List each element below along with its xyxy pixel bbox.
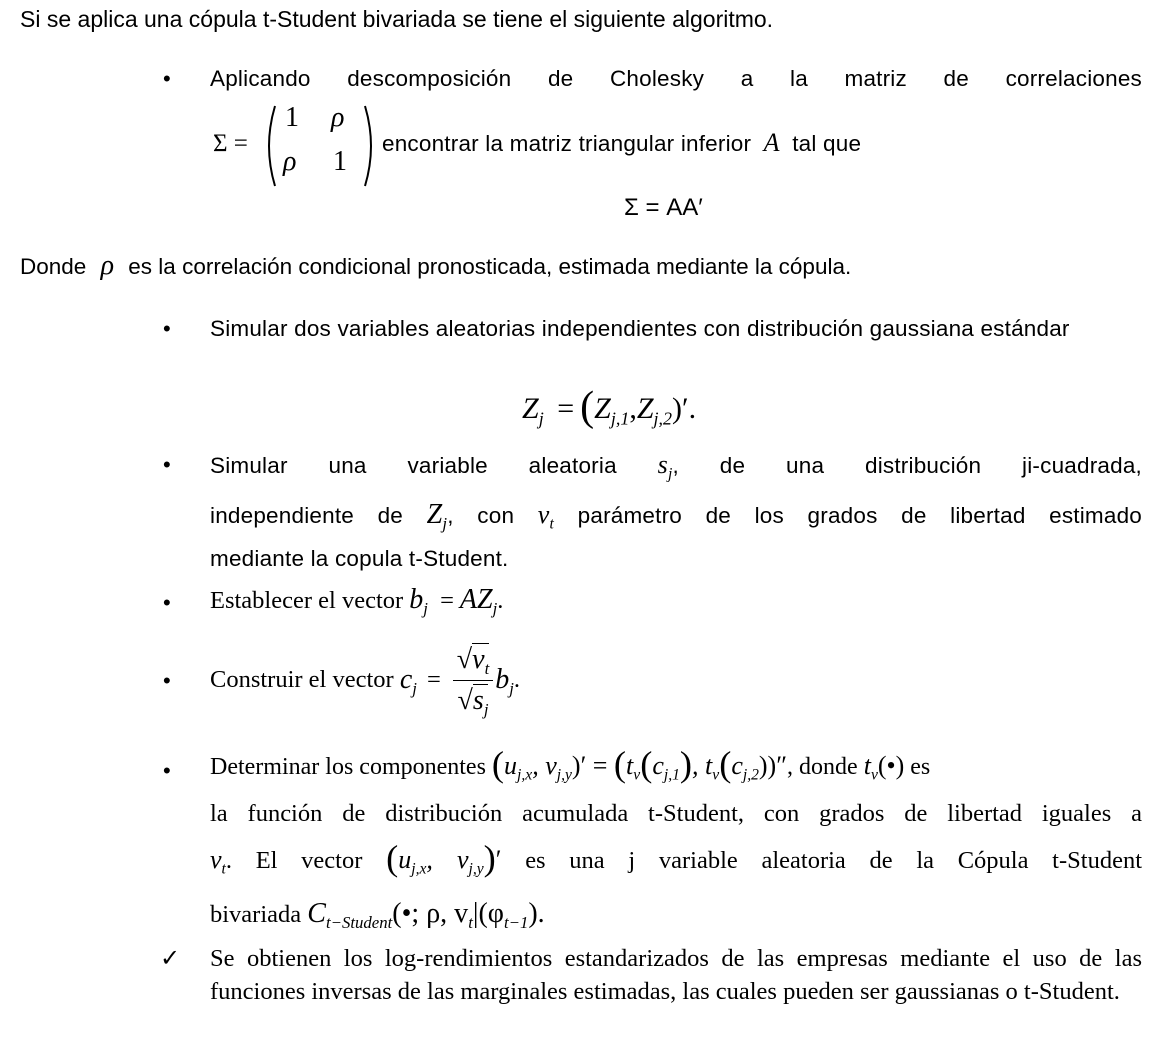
step6-t2: , donde — [787, 754, 858, 780]
step3-line2 — [210, 498, 1142, 533]
step1-line1: Aplicando descomposición de Cholesky a la matriz de correlaciones — [210, 66, 1142, 91]
var-s: s — [657, 450, 668, 479]
rho-symbol: ρ — [100, 250, 115, 281]
step6-line4a: bivariada — [210, 901, 302, 928]
var-vjy: v — [545, 751, 557, 780]
bullet-1: • — [163, 66, 171, 91]
phi-open: |(φ — [472, 898, 504, 929]
eq-Z: Z — [522, 392, 539, 425]
frac-den-s: s — [472, 684, 484, 716]
step5-line — [210, 630, 520, 730]
fraction: $\frac{√v_t}{√s_j}$ — [453, 642, 493, 719]
phi-sub: t−1 — [503, 912, 529, 932]
step3-t2: , de una distribución ji-cuadrada, — [672, 453, 1142, 478]
donde-paragraph — [20, 250, 851, 282]
eq-comma: , — [629, 392, 637, 425]
final-text: Se obtienen los log-rendimientos estandarizados de las empresas mediante el uso de las funciones inversas de las marginales estimadas, las cuales pueden ser gaussianas o t-Student. — [210, 945, 1142, 1005]
step6-line4 — [210, 896, 1142, 933]
step4-line — [210, 582, 1142, 619]
var-c1-sub: j,1 — [663, 766, 680, 784]
step6-line1: Determinar los componentes ($u_{j,x}$, $v_{j,y})' = (t_v(c_{j,1})$, $t_v(c_{j,2}))''$, donde $t_v(•)$ es — [210, 743, 931, 784]
frac-b-sub: j — [509, 678, 514, 698]
step4-equals: = — [440, 587, 454, 614]
var-Z-sub: j — [442, 513, 448, 533]
step4-end: . — [497, 587, 504, 614]
step6-line3a: . El vector — [225, 847, 363, 874]
eq-Z2-sub: j,2 — [653, 408, 673, 429]
t-func-3-sub: v — [870, 766, 878, 784]
var-c2-sub: j,2 — [742, 766, 759, 784]
frac-num-v: v — [472, 643, 485, 675]
step1-text3: tal que — [792, 131, 862, 156]
eq-Z1: Z — [594, 392, 611, 425]
check-icon: ✓ — [160, 945, 181, 972]
var-b: b — [409, 584, 424, 615]
bullet-4: • — [163, 590, 171, 615]
var-vt: v — [210, 845, 222, 874]
var-v: v — [537, 500, 550, 529]
donde-post: es la correlación condicional pronosticada, estimada mediante la cópula. — [128, 254, 852, 279]
t-func-1-sub: v — [633, 766, 641, 784]
bullet-3: • — [163, 452, 171, 477]
bullet-5: • — [163, 668, 171, 693]
step3-t4: , con — [447, 503, 515, 528]
t-func-3: t — [863, 751, 871, 780]
step4-text: Establecer el vector — [210, 587, 404, 614]
step6-line3b: es una j variable aleatoria de la Cópula t-Student — [525, 847, 1143, 874]
var-v-2: v — [456, 845, 469, 874]
var-v-2-sub: j,y — [468, 860, 484, 878]
eq-Z2: Z — [636, 392, 654, 425]
var-vt-sub: t — [221, 860, 226, 878]
var-u-sub: j,x — [517, 766, 533, 784]
eq-equals: = — [557, 392, 575, 425]
var-c: c — [399, 664, 413, 695]
matrix-a21: ρ — [283, 146, 297, 177]
eq-open: ( — [580, 384, 595, 431]
frac-b: b — [495, 664, 510, 695]
var-s-sub: j — [667, 465, 673, 483]
equation-Zj — [522, 384, 697, 431]
step6-line2: la función de distribución acumulada t-Student, con grados de libertad iguales a — [210, 800, 1142, 827]
matrix-a22: 1 — [333, 146, 347, 177]
var-AZ-sub: j — [492, 598, 498, 618]
var-b-sub: j — [423, 598, 428, 618]
matrix-a12: ρ — [331, 102, 345, 133]
eq-close: )′. — [672, 392, 697, 425]
var-c1: c — [652, 751, 664, 780]
eq-Z1-sub: j,1 — [610, 408, 630, 429]
var-c-sub: j — [412, 678, 417, 698]
var-Z: Z — [426, 499, 443, 530]
var-C-sub: t−Student — [325, 912, 393, 932]
bullet-6: • — [163, 758, 171, 783]
donde-pre: Donde — [20, 254, 87, 279]
t-func-2: t — [705, 751, 713, 780]
step5-end: . — [513, 666, 521, 693]
var-A: A — [763, 128, 780, 157]
step6-end: ). — [528, 898, 545, 929]
t-func-2-sub: v — [712, 766, 720, 784]
step3-line3: mediante la copula t-Student. — [210, 546, 509, 571]
var-u-2-sub: j,x — [411, 860, 427, 878]
step1-text2: encontrar la matriz triangular inferior — [382, 131, 752, 156]
t-func-1: t — [626, 751, 634, 780]
step6-close: ))″ — [758, 751, 788, 780]
var-v-sub: t — [549, 515, 555, 533]
bullet-2: • — [163, 316, 171, 341]
var-vjy-sub: j,y — [556, 766, 572, 784]
step5-equals: = — [426, 666, 441, 693]
step6-equals: )′ = — [571, 751, 608, 780]
correlation-matrix — [213, 102, 383, 190]
step5-text: Construir el vector — [210, 666, 394, 693]
equation-sigma: Σ = AA′ — [624, 194, 703, 221]
var-u: u — [504, 751, 518, 780]
eq-Z-sub: j — [538, 408, 544, 429]
step6-t3: es — [910, 754, 931, 780]
step3-line1 — [210, 448, 1142, 483]
step3-t3: independiente de — [210, 503, 403, 528]
step6-t1: Determinar los componentes — [210, 754, 486, 780]
var-C: C — [307, 898, 326, 929]
step2-text: Simular dos variables aleatorias independientes con distribución gaussiana estándar — [210, 316, 1070, 341]
step6-line3: $v_t$. El vector ($u_{j,x}$, $v_{j,y})'$ es una j variable aleatoria de la Cópula t-Student — [210, 837, 1143, 878]
frac-num-sub: t — [484, 658, 490, 678]
bullet-arg: (•) — [877, 751, 905, 780]
step3-t5: parámetro de los grados de libertad estimado — [577, 503, 1143, 528]
frac-den-sub: j — [483, 699, 489, 719]
matrix-a11: 1 — [285, 102, 299, 133]
var-u-2: u — [398, 845, 412, 874]
step3-t1: Simular una variable aleatoria — [210, 453, 617, 478]
copula-args: (•; ρ, v — [392, 898, 469, 929]
intro-text: Si se aplica una cópula t-Student bivariada se tiene el siguiente algoritmo. — [20, 6, 774, 32]
matrix-brackets — [261, 102, 381, 190]
sigma-lhs: Σ = — [213, 130, 248, 157]
copula-args-sub: t — [468, 912, 473, 932]
var-AZ: AZ — [459, 584, 493, 615]
var-c2: c — [731, 751, 743, 780]
step1-line2 — [382, 128, 861, 158]
